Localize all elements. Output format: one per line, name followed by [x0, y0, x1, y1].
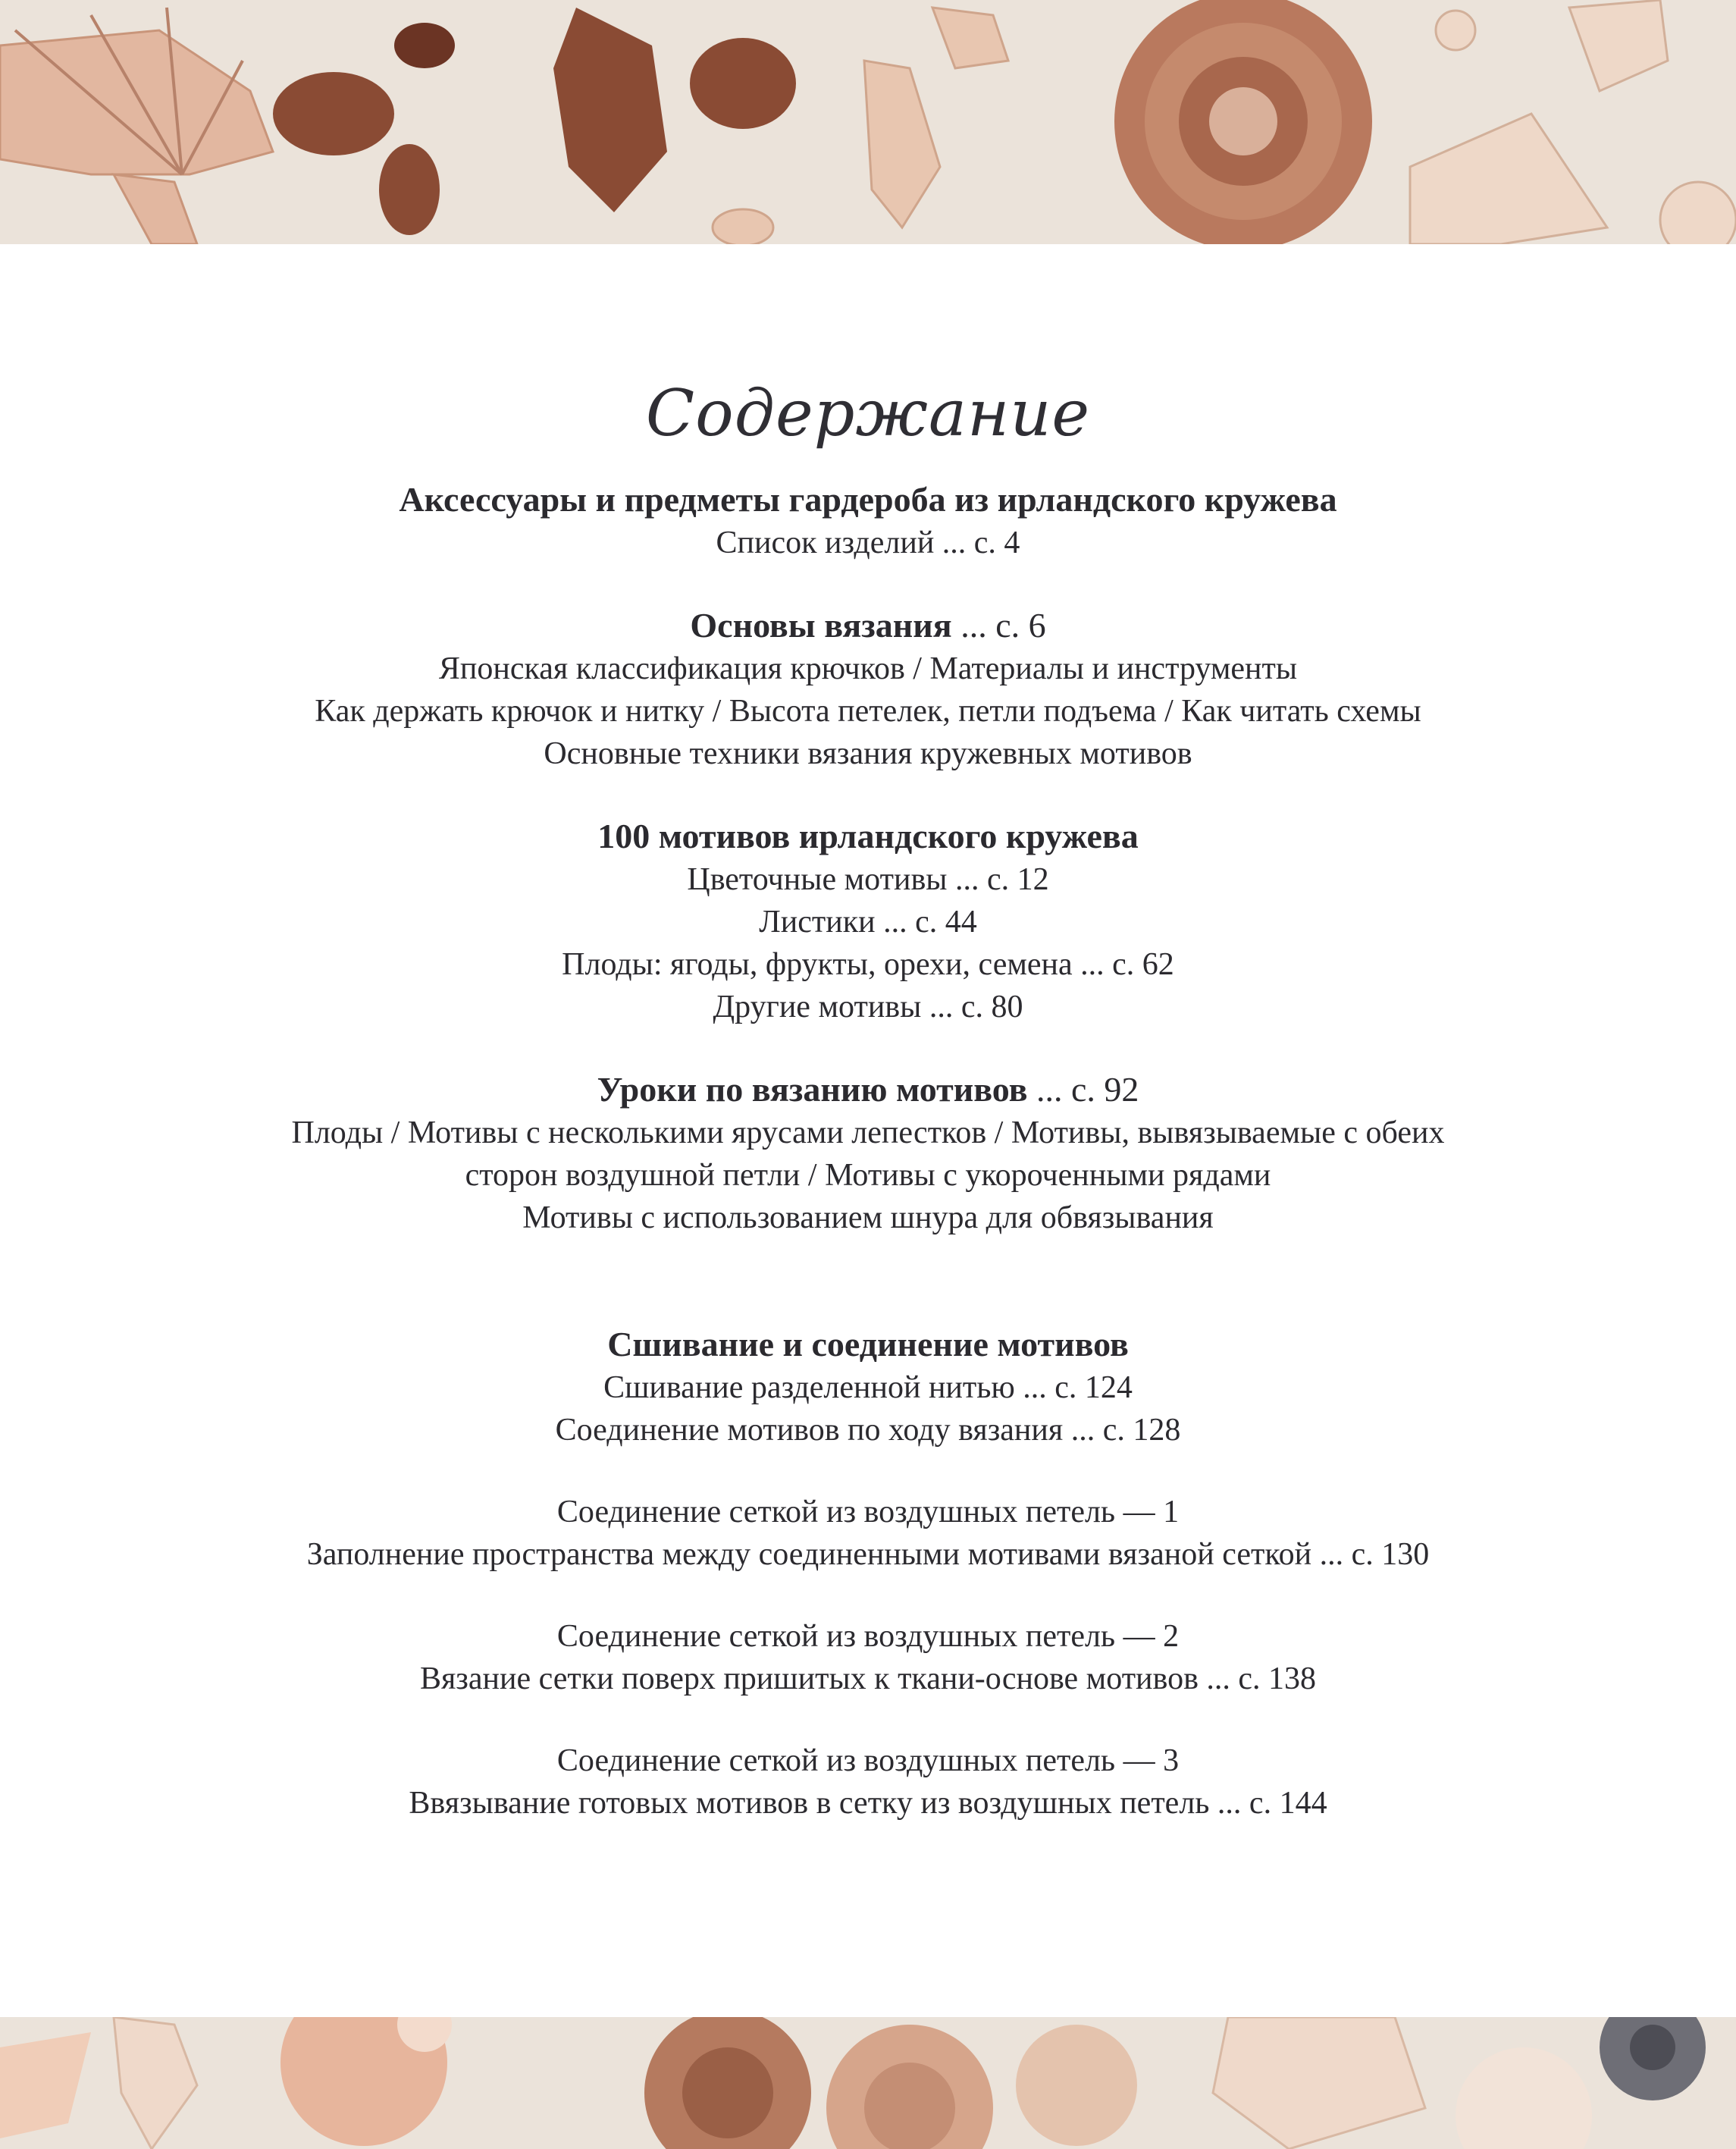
section-heading — [0, 478, 1736, 522]
bottom-lace-banner — [0, 2017, 1736, 2149]
table-of-contents — [0, 349, 1736, 1824]
toc-entry: Ввязывание готовых мотивов в сетку из воздушных петель ... с. 144 — [409, 1786, 1327, 1821]
toc-entry: Соединение сеткой из воздушных петель — 2 — [556, 1619, 1180, 1654]
section-heading — [0, 814, 1736, 858]
lace-motifs-image — [0, 2017, 1736, 2149]
section-heading — [0, 1068, 1736, 1112]
toc-entry: Плоды: ягоды, фрукты, орехи, семена ... с. 62 — [562, 947, 1174, 982]
toc-section-joining — [0, 1322, 1736, 1824]
toc-entry: Основные техники вязания кружевных мотивов — [544, 736, 1192, 771]
toc-entry: Другие мотивы ... с. 80 — [713, 990, 1023, 1024]
section-heading-text: Основы вязания — [690, 606, 952, 645]
toc-entry: Листики ... с. 44 — [759, 905, 977, 940]
toc-section-basics — [0, 604, 1736, 775]
toc-entry: Соединение мотивов по ходу вязания ... с. 128 — [555, 1413, 1181, 1448]
toc-entry: сторон воздушной петли / Мотивы с укороченными рядами — [465, 1158, 1271, 1193]
toc-entry: Соединение сеткой из воздушных петель — 1 — [556, 1495, 1180, 1529]
section-page-ref: ... с. 92 — [1027, 1070, 1139, 1109]
lace-motifs-image — [0, 0, 1736, 244]
toc-entry: Сшивание разделенной нитью ... с. 124 — [603, 1370, 1133, 1405]
toc-entry: Вязание сетки поверх пришитых к ткани-основе мотивов ... с. 138 — [419, 1661, 1317, 1696]
toc-entry: Цветочные мотивы ... с. 12 — [687, 862, 1049, 897]
toc-section-lessons — [0, 1068, 1736, 1239]
section-heading-text: 100 мотивов ирландского кружева — [597, 817, 1139, 855]
section-heading-text: Аксессуары и предметы гардероба из ирландского кружева — [399, 480, 1337, 519]
toc-entry: Заполнение пространства между соединенными мотивами вязаной сеткой ... с. 130 — [306, 1537, 1430, 1572]
toc-section-100-motifs — [0, 814, 1736, 1028]
toc-entry: Мотивы с использованием шнура для обвязывания — [522, 1200, 1214, 1235]
toc-entry: Соединение сеткой из воздушных петель — 3 — [556, 1743, 1180, 1778]
section-heading-text: Сшивание и соединение мотивов — [607, 1325, 1129, 1363]
section-heading — [0, 604, 1736, 648]
toc-entry: Плоды / Мотивы с несколькими ярусами лепестков / Мотивы, вывязываемые с обеих — [291, 1115, 1445, 1150]
page-title: Содержание — [645, 376, 1091, 450]
section-page-ref: ... с. 6 — [951, 606, 1046, 645]
section-heading — [0, 1322, 1736, 1366]
toc-entry: Японская классификация крючков / Материалы и инструменты — [438, 651, 1298, 686]
section-heading-text: Уроки по вязанию мотивов — [597, 1070, 1028, 1109]
toc-entry: Список изделий ... с. 4 — [716, 525, 1020, 560]
toc-section-accessories — [0, 478, 1736, 564]
toc-entry: Как держать крючок и нитку / Высота петелек, петли подъема / Как читать схемы — [315, 694, 1421, 729]
top-lace-banner — [0, 0, 1736, 244]
